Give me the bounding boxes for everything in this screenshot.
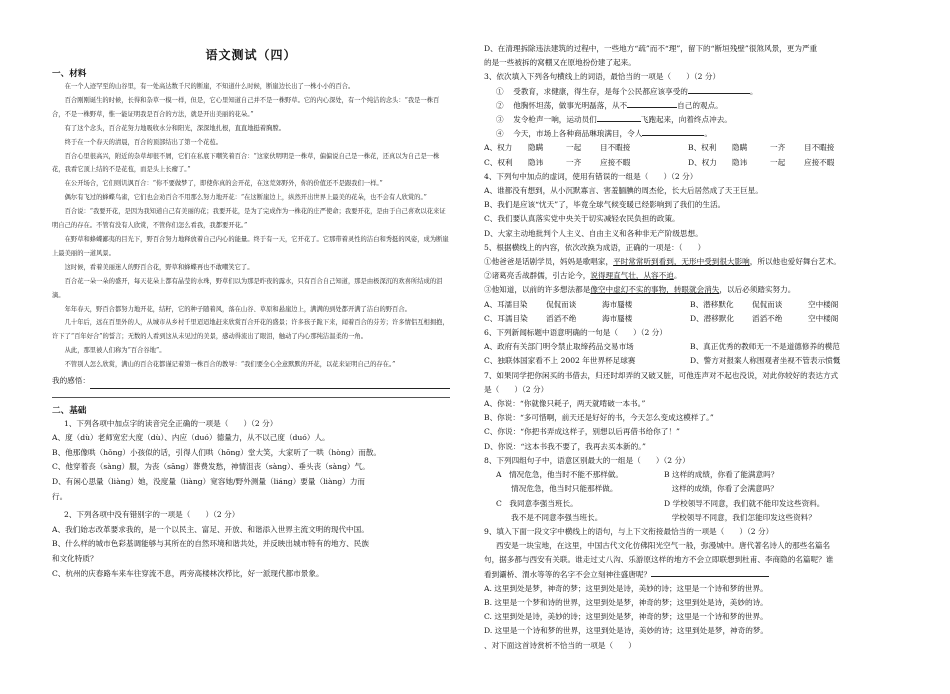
question-7-option: C、你说：“你把书弄成这样子，别想以后再借书给你了！” — [484, 427, 680, 437]
item-number: ② — [484, 271, 492, 281]
question-3-item — [484, 99, 908, 113]
question-5-stem: 5、根据横线上的内容，依次改换为成语，正确的一项是：（ ） — [484, 242, 706, 252]
question-1-option: A、度（dù）老师宽宏大度（dù）、内应（duó）德量力，从不以己度（duó）人。 — [52, 433, 330, 443]
item-text: 诸葛亮舌战群儒，引古论今， — [491, 271, 591, 281]
passage-paragraph: 百合心里很高兴，附近的杂草却很不屑，它们在私底下嘲笑着百合：“这家伙明明是一株草，偏偏说自己是一株花，还真以为自己是一株花，我看它顶上结的不是花苞，而是头上长瘤了。” — [52, 152, 440, 174]
item-text-after: 飞跑起来，向着终点冲去。 — [640, 115, 732, 125]
answer-blank[interactable] — [688, 85, 750, 94]
item-text-after: ，所以他也爱好舞台艺术。 — [749, 257, 841, 267]
question-8-option: B 这样的成绩，你看了能满意吗？ — [664, 470, 779, 480]
answer-blank[interactable] — [627, 99, 677, 108]
feeling-row — [52, 374, 450, 389]
passage-paragraph: 这时候，看着美丽迷人的野百合花，野草和蜂蝶再也不敢嘲笑它了。 — [64, 263, 254, 271]
question-5-choices-row — [484, 312, 908, 326]
item-text-after: 自己的观点。 — [677, 100, 723, 110]
underlined-phrase: 像空中虚幻不实的事物，转眼就会消失 — [590, 285, 720, 295]
question-3-stem: 3、依次填入下列各句横线上的词语，最恰当的一项是（ ）（2 分） — [484, 72, 721, 82]
choice-cell: 隐讳 — [528, 157, 544, 167]
choice-cell: C、耳濡目染 — [484, 313, 528, 323]
item-number: ④ — [496, 129, 504, 139]
answer-blank[interactable] — [651, 568, 769, 577]
question-8-stem: 8、下列四组句子中，语意区别最大的一组是（ ）（2 分） — [484, 455, 690, 465]
question-8-option: 我不是不同意李强当班长。 — [496, 512, 603, 522]
question-8-option: 学校领导不同意，我们怎能印发这些资料？ — [664, 512, 816, 522]
question-7-option: A、你说：“你就像只耗子，两天就啃破一本书。” — [484, 399, 646, 409]
question-1-option: B、他那像哄（hǒng）小孩似的话，引得人们哄（hōng）堂大笑，大家听了一哄（hòng）而散。 — [52, 447, 382, 457]
choice-cell: 目不暇接 — [804, 143, 835, 153]
item-number: ① — [496, 86, 504, 96]
passage-paragraph: 几十年后，远在百里外的人，从城市从乡村千里迢迢地赶来欣赏百合开花的盛景；许多孩子跪下来，闻着百合的芬芳；许多情侣互相拥抱，许下了“百年好合”的誓言；无数的人看到这从未见过的美景，感动得流出了眼泪，触动了内心那纯洁温柔的一角。 — [52, 319, 449, 341]
question-4-stem: 4、下列句中加点的虚词，使用有错误的一组是（ ）（2 分） — [484, 171, 698, 181]
question-8-option: D 学校领导不同意，我们就不能印发这些资料。 — [664, 498, 825, 508]
choice-cell: C、权利 — [484, 157, 513, 167]
question-4-option: B、我们是应该“忧天”了，毕竟全球气候变暖已经影响到了我们的生活。 — [484, 200, 726, 210]
choice-cell: 隐讳 — [732, 157, 748, 167]
question-4-option: A、谁都没有想到，从小沉默寡言、害羞腼腆的周杰伦，长大后居然成了天王巨星。 — [484, 186, 763, 196]
item-text: 受教育，求健康，得生存，是每个公民都应该享受的 — [513, 86, 688, 96]
item-text: 今天，市场上各种商品琳琅满目，令人 — [513, 129, 643, 139]
question-6-stem: 6、下列新闻标题中语意明确的一句是（ ）（2 分） — [484, 328, 667, 338]
question-6-option: C、独联体国家看不上 2002 年世界杯足球赛 — [484, 356, 636, 366]
question-8-row — [484, 482, 908, 496]
question-5-item — [484, 283, 908, 297]
question-9-stem: 9、填入下面一段文字中横线上的语句，与上下文衔接最恰当的一项是（ ）（2 分） — [484, 526, 774, 536]
choice-cell: A、权力 — [484, 143, 513, 153]
passage-paragraph: 有了这个念头，百合花努力地吸收水分和阳光，深深地扎根，直直地挺着胸膛。 — [64, 124, 285, 132]
material-passage — [52, 80, 450, 372]
choice-cell: 目不暇接 — [600, 143, 631, 153]
question-7-option: D、你说：“这本书我不要了，我再去买本新的。” — [484, 441, 646, 451]
question-8-option: A 情况危急，他当时不能不那样做。 — [496, 470, 623, 480]
question-5-choices-row — [484, 298, 908, 312]
choice-cell: 海市蜃楼 — [602, 313, 633, 323]
section-heading-basics: 二、基础 — [52, 405, 87, 416]
choice-cell: B、潜移默化 — [690, 299, 734, 309]
question-2-option-d: D、在清理拆除违法建筑的过程中，一些地方“疏”而不“理”，留下的“断垣残壁”很煞风景，更为严重 — [484, 44, 818, 53]
item-text: 他爸爸是话剧学员，妈妈是歌唱家， — [491, 257, 614, 267]
choice-cell: 滔滔不绝 — [752, 313, 783, 323]
passage-paragraph: 终于在一个春天的清晨，百合的顶部结出了第一个花苞。 — [64, 138, 223, 146]
question-7-stem: 7、如果同学把你闲买的书借去，归还时却弄的又破又脏，可他连声对不起也没说，对此你较好的表达方式 — [484, 370, 839, 380]
choice-cell: 侃侃而谈 — [546, 299, 577, 309]
choice-cell: 隐瞒 — [732, 143, 748, 153]
passage-paragraph: 年年春天，野百合都努力地开花，结籽，它的种子随着风，落在山谷、草原和悬崖边上，满满的到处都开满了洁白的野百合。 — [64, 305, 411, 313]
choice-cell: D、潜移默化 — [690, 313, 735, 323]
item-number: ③ — [484, 285, 492, 295]
question-2-option: A、我们始志改革要求我的，是一个以民主、富足、开放、和谐添入世界主流文明的现代中国。 — [52, 524, 369, 534]
question-6-option: A、政府有关部门明令禁止取缔药品交易市场 — [484, 342, 634, 352]
question-6-options-row — [484, 354, 908, 368]
question-9-option: A. 这里到处是梦，神奇的梦；这里到处是诗，美妙的诗；这里是一个诗和梦的世界。 — [484, 583, 768, 593]
question-6-options-row — [484, 340, 908, 354]
choice-cell: 隐瞒 — [528, 143, 544, 153]
item-text: 他知道，以前的许多想法都是 — [491, 285, 591, 295]
question-2-option: C、杭州的庆春路车来车往穿流不息，两旁高楼林次栉比，好一派现代都市景象。 — [52, 568, 324, 578]
question-3-item: ④ 今天，市场上各种商品琳琅满目，令人 。 — [496, 129, 712, 139]
underlined-phrase: 平时常常听到看到，无形中受到很大影响 — [613, 257, 750, 267]
question-4-option: D、大家主动地批判个人主义、自由主义和各种非无产阶级思想。 — [484, 228, 703, 238]
passage-paragraph: 不管别人怎么欣赏，满山的百合花都谨记着第一株百合的教导：“我们要全心全意默默的开花，以花来证明自己的存在。” — [64, 361, 396, 369]
choice-cell: B、权利 — [688, 143, 717, 153]
question-4-option: C、我们要认真落实党中央关于切实减轻农民负担的政策。 — [484, 214, 680, 224]
choice-cell: 海市蜃楼 — [602, 299, 633, 309]
question-2-option-d-cont: 的是一些被拆的窝棚又在原地扮份建了起来。 — [484, 58, 636, 68]
question-7-option: B、你说：“多可惜啊，前天还是好好的书，今天怎么变成这模样了。” — [484, 413, 714, 423]
question-3-choices-row — [484, 141, 908, 155]
passage-paragraph: 在野草和蜂蝶鄙夷的目光下，野百合努力地释放着自己内心的能量。终于有一天，它开花了。它那带着灵性的洁白和秀挺的风姿，成为断崖上最美丽的一道风景。 — [52, 235, 449, 257]
question-6-option: D、警方对报案人称围观者坐视不管表示愤慨 — [690, 356, 841, 366]
divider — [52, 397, 450, 398]
passage-paragraph: 百合说：“我要开花，是因为我知道自己有美丽的花；我要开花，是为了完成作为一株花的庄严使命；我要开花，是由于自己喜欢以花来证明自己的存在。不管有没有人欣赏，不管你们怎么看我，我都要开花。” — [52, 208, 446, 230]
answer-blank[interactable] — [642, 127, 704, 136]
section-heading-material: 一、材料 — [52, 69, 87, 79]
question-3-item: ① 受教育，求健康，得生存，是每个公民都应该享受的 。 — [496, 86, 758, 96]
passage-paragraph: 百合花一朵一朵的盛开，每天花朵上都有晶莹的水珠，野草们以为那是昨夜的露水，只有百合自己知道，那是由极深沉的欢喜所结成的泪滴。 — [52, 277, 443, 299]
passage-text: 看到灞桥、渭水等等的名字不会立刻神往盛唐呢？ — [484, 569, 652, 579]
passage-paragraph: 百合刚刚诞生的时候，长得和杂草一模一样，但是，它心里知道自己并不是一株野草。它的内心深处，有一个纯洁的念头：“我是一株百合，不是一株野草，惟一能证明我是百合的方法，就是开出美丽的花朵。” — [52, 96, 440, 118]
item-number: ③ — [496, 115, 504, 125]
question-2-stem: 2、下列各项中没有错别字的一项是（ ）（2 分） — [64, 510, 240, 520]
question-2-option: 和文化特质？ — [52, 553, 98, 563]
choice-cell: 一齐 — [770, 143, 786, 153]
question-8-row — [484, 468, 908, 482]
question-8-row — [484, 511, 908, 525]
choice-cell: 一起 — [566, 143, 582, 153]
item-text-after: 。 — [673, 271, 682, 281]
item-number: ① — [484, 257, 492, 267]
question-7-stem-cont: 是（ ）（2 分） — [484, 384, 549, 394]
question-8-option: C 我同意李强当班长。 — [496, 498, 578, 508]
choice-cell: 滔滔不绝 — [546, 313, 577, 323]
passage-paragraph: 在一个人迹罕至的山谷里，有一处高达数千尺的断崖，不知道什么时候，断崖边长出了一株小小的百合。 — [64, 83, 355, 90]
feeling-answer-line[interactable] — [90, 380, 450, 389]
item-text: 发令枪声一响，运动员们 — [513, 115, 597, 125]
question-9-passage: 西安是一块宝地，在这里，中国古代文化仿佛阳光空气一般，弥漫城中。唐代著名诗人的那些名篇名 — [496, 541, 831, 551]
question-1-option: 行。 — [52, 491, 68, 501]
answer-blank[interactable] — [597, 113, 641, 122]
choice-cell: 应接不暇 — [600, 157, 631, 167]
passage-paragraph: 从此，那里被人们称为“百合谷地”。 — [64, 347, 166, 355]
question-5-item — [484, 269, 908, 283]
choice-cell: 空中楼阁 — [808, 313, 839, 323]
feeling-label: 我的感悟： — [52, 376, 90, 386]
question-8-row — [484, 497, 908, 511]
question-1-stem: 1、下列各项中加点字的读音完全正确的一项是（ ）（2 分） — [64, 418, 278, 428]
question-9-passage: 句，据多都与西安有关联。谁走过丈八沟、乐游原这样的地方不会立即联想到杜甫、李商隐的名篇呢？谁 — [484, 555, 834, 565]
question-8-option: 情况危急，他当时只能那样做。 — [496, 484, 618, 494]
question-9-passage — [484, 568, 908, 582]
question-1-option: D、有闲心思量（liàng）她，没度量（liàng）宽容她/野外测量（liáng）要量（liàng）力而 — [52, 477, 366, 486]
question-3-item — [484, 113, 908, 127]
question-9-option: D. 这里是一个诗和梦的世界，这里到处是诗，美妙的诗；这里到处是梦，神奇的梦。 — [484, 626, 769, 636]
choice-cell: 空中楼阁 — [808, 299, 839, 309]
passage-paragraph: 在公开场合，它们则讥讽百合：“你不要做梦了，即使你真的会开花，在这荒郊野外，你的价值还不是跟我们一样。” — [64, 180, 383, 188]
item-text: 他胸怀坦荡，做事光明磊落，从不 — [513, 100, 628, 110]
question-9-option: C. 这里到处是诗，美妙的诗；这里到处是梦，神奇的梦；这里是一个诗和梦的世界。 — [484, 612, 768, 622]
page-title: 语文测试（四） — [205, 48, 297, 62]
item-number: ② — [496, 100, 504, 110]
left-column — [52, 0, 450, 581]
choice-cell: A、耳濡目染 — [484, 299, 528, 309]
question-6-option: B、真正优秀的教师无一不是道德修养的模范 — [690, 342, 840, 352]
choice-cell: 一齐 — [566, 157, 582, 167]
question-3-choices-row — [484, 156, 908, 170]
underlined-phrase: 说得理直气壮，从容不迫 — [590, 271, 674, 281]
passage-paragraph: 偶尔有飞过的蜂蝶鸟雀，它们也会劝百合不用那么努力地开花：“在这断崖边上，纵然开出世界上最美的花朵，也不会有人欣赏的。” — [64, 194, 427, 202]
right-column — [484, 0, 908, 653]
question-8-option: 这样的成绩，你看了会满意吗？ — [664, 484, 778, 494]
question-10-stem: 、对下面这首诗赏析不恰当的一项是（ ） — [484, 640, 636, 650]
choice-cell: D、权力 — [688, 157, 717, 167]
question-1-option: C、他穿着丧（sàng）服，为丧（sāng）葬费发愁，神情沮丧（sàng）、垂头丧（sàng）气。 — [52, 462, 370, 472]
question-2-option: B、什么样的城市色彩基调能够与其所在的自然环境和谐共处，并反映出城市特有的地方、民族 — [52, 539, 369, 549]
choice-cell: 一起 — [770, 157, 786, 167]
item-text-after: ，以后必须踏实努力。 — [719, 285, 796, 295]
choice-cell: 应接不暇 — [804, 157, 835, 167]
question-5-item — [484, 255, 908, 269]
question-9-option: B. 这里是一个梦和诗的世界，这里到处是梦，神奇的梦；这里到处是诗，美妙的诗。 — [484, 597, 768, 607]
choice-cell: 侃侃而谈 — [752, 299, 783, 309]
